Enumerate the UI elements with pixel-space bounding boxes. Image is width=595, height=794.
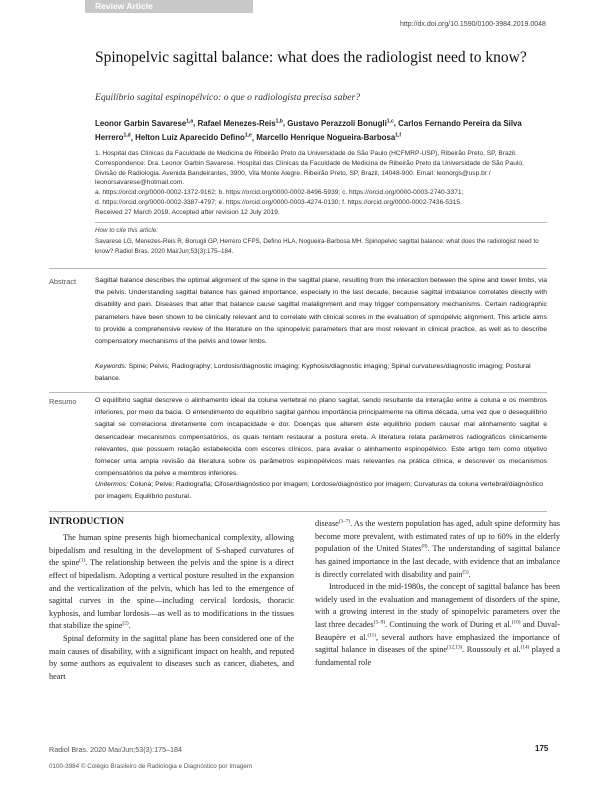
article-type-label: Review Article xyxy=(95,1,153,11)
resumo-label: Resumo xyxy=(49,397,77,406)
intro-heading: INTRODUCTION xyxy=(49,517,125,527)
body-column-right xyxy=(315,518,560,670)
cite-text: Savarese LG, Menezes-Reis R, Bonugli GP, Herrero CFPS, Defino HLA, Nogueira-Barbosa MH. Spinopelvic sagittal balance: what does the radiologist need to know? Radiol Bras. 2020 Mai/Jun;53(3):175–184. xyxy=(95,238,539,255)
paragraph: The human spine presents high biomechanical complexity, allowing bipedalism and resulting in the development of S-shaped curvatures of the spine$^{(1)}$. The relationship between the pelvis and the spine is a direct effect of bipedalism. Adopting a vertical posture resulted in the expansion and the verticalization of the pelvis, which has led to the emergence of sagittal curves in the spine—including cervical lordosis, thoracic kyphosis, and lumbar lordosis—as well as to modifications in the tissues that stabilize the spine$^{(2)}$. xyxy=(49,533,295,631)
body-column-left xyxy=(49,532,294,684)
received-date: Received 27 March 2019. Accepted after revision 12 July 2019. xyxy=(95,209,280,216)
orcid-list xyxy=(95,188,545,207)
author: Marcello Henrique Nogueira-Barbosa$^{1,f}$ xyxy=(256,132,402,143)
footer-copyright: 0100-3984 © Colégio Brasileiro de Radiologia e Diagnóstico por Imagem xyxy=(49,763,253,770)
abstract-label: Abstract xyxy=(49,277,77,286)
author-list: Leonor Garbin Savarese$^{1,a}$, Rafael Menezes-Reis$^{1,b}$, Gustavo Perazzoli Bonugli$^{1,c}$, Carlos Fernando Pereira da Silva Herrero$^{1,d}$, Helton Luiz Aparecido Defino$^{1,e}$, Marcello Henrique Nogueira-Barbosa$^{1,f}$ xyxy=(95,118,522,143)
author: Rafael Menezes-Reis$^{1,b}$ xyxy=(197,118,283,128)
article-subtitle: Equilíbrio sagital espinopélvico: o que o radiologista precisa saber? xyxy=(95,92,361,103)
orcid-line[interactable]: d. https://orcid.org/0000-0002-3387-4797; e. https://orcid.org/0000-0003-4274-0130; f. https://orcid.org/0000-0002-7436-5315. xyxy=(95,198,462,206)
paragraph: Spinal deformity in the sagittal plane has been considered one of the main causes of disability, with a significant impact on health, and reputed by some authors as equivalent to diseases such as cancer, diabetes, and heart xyxy=(49,634,294,681)
author: Carlos Fernando Pereira da Silva Herrero$^{1,d}$ xyxy=(95,118,522,143)
resumo-text: O equilíbrio sagital descreve o alinhamento ideal da coluna vertebral no plano sagital, sendo resultante da interação entre a coluna e os membros inferiores, por meio da bacia. O entendimento do equilíbrio sagital ganhou importância principalmente na última década, uma vez que o desequilíbrio sagital se correlaciona diretamente com incapacidade e dor. Doenças que alterem este equilíbrio podem causar mal alinhamento sagital e desencadear mecanismos compensatórios, os quais tentam restaurar a postura ereta. A literatura relata parâmetros radiográficos clinicamente relevantes, que possuem relação estabelecida com escores clínicos, para avaliar o alinhamento espinopélvico. Este artigo tem como objetivo fornecer uma ampla revisão da literatura sobre os parâmetros espinopélvicos mais relevantes na prática clínica, e descrever os mecanismos compensatórios da pelve e membros inferiores. xyxy=(95,397,547,478)
author: Gustavo Perazzoli Bonugli$^{1,c}$ xyxy=(287,118,394,128)
divider xyxy=(49,392,547,393)
abstract-text: Sagittal balance describes the optimal alignment of the spine in the sagittal plane, resulting from the interaction between the spine and lower limbs, via the pelvis. Understanding sagittal balance has gained importance, especially in the last decade, because sagittal imbalance correlates directly with disability and pain. Diseases that alter that balance cause sagittal malalignment and may trigger compensatory mechanisms. Certain radiographic parameters have been shown to be clinically relevant and to correlate with clinical scores in the evaluation of spinopelvic alignment. This article aims to provide a comprehensive review of the literature on the spinopelvic parameters that are most relevant in clinical practice, as well as to describe compensatory mechanisms of the pelvis and lower limbs. xyxy=(95,277,547,346)
resumo-keywords: Unitermos: Coluna; Pelve; Radiografia; Cifose/diagnóstico por imagem; Lordose/diagnóstico por imagem; Curvaturas da coluna vertebral/diagnóstico por imagem; Equilíbrio postural. xyxy=(95,481,544,501)
author: Leonor Garbin Savarese$^{1,a}$ xyxy=(95,118,194,128)
abstract-keywords: Keywords: Spine; Pelvis; Radiography; Lordosis/diagnostic imaging; Kyphosis/diagnostic imaging; Spinal curvatures/diagnostic imaging; Postural balance. xyxy=(95,363,531,383)
orcid-line[interactable]: a. https://orcid.org/0000-0002-1372-9162; b. https://orcid.org/0000-0002-8496-5939; c. https://orcid.org/0000-0003-2740-3371; xyxy=(95,189,464,196)
divider xyxy=(49,268,547,269)
divider xyxy=(95,222,547,223)
article-title: Spinopelvic sagittal balance: what does the radiologist need to know? xyxy=(95,49,527,66)
paragraph: disease$^{(3-7)}$. As the western population has aged, adult spine deformity has become more prevalent, with estimated rates of up to 60% in the elderly population of the United States$^{(8)}$. The understanding of sagittal balance has gained importance in the last decade, with evidence that an imbalance is directly correlated with disability and pain$^{(5)}$. xyxy=(315,518,561,579)
footer-journal-citation: Radiol Bras. 2020 Mai/Jun;53(3):175–184 xyxy=(49,745,183,754)
doi-link[interactable]: http://dx.doi.org/10.1590/0100-3984.2019.0048 xyxy=(400,21,546,28)
affiliation: 1. Hospital das Clínicas da Faculdade de Medicina de Ribeirão Preto da Universidade de São Paulo (HCFMRP-USP), Ribeirão Preto, SP, Brazil. xyxy=(95,150,517,157)
page-number: 175 xyxy=(535,744,549,753)
divider xyxy=(49,511,547,512)
cite-heading: How to cite this article: xyxy=(95,227,158,234)
author: Helton Luiz Aparecido Defino$^{1,e}$ xyxy=(135,132,252,143)
paragraph: Introduced in the mid-1980s, the concept of sagittal balance has been widely used in the evaluation and management of disorders of the spine, with a growing interest in the study of spinopelvic parameters over the last three decades$^{(5-9)}$. Continuing the work of During et al.$^{(10)}$ and Duval-Beaupère et al.$^{(11)}$, several authors have emphasized the importance of sagittal balance in diseases of the spine$^{(12,13)}$. Roussouly et al.$^{(14)}$ played a fundamental role xyxy=(315,582,560,667)
correspondence: Correspondence: Dra. Leonor Garbin Savarese. Hospital das Clínicas da Faculdade de Medicina de Ribeirão Preto da Universidade de São Paulo, Divisão de Radiologia. Avenida Bandeirantes, 3900, Vila Monte Alegre. Ribeirão Preto, SP, Brazil, 14048-900. Email: leonorgs@usp.br / leonorsavarese@hotmail.com. xyxy=(95,160,524,187)
